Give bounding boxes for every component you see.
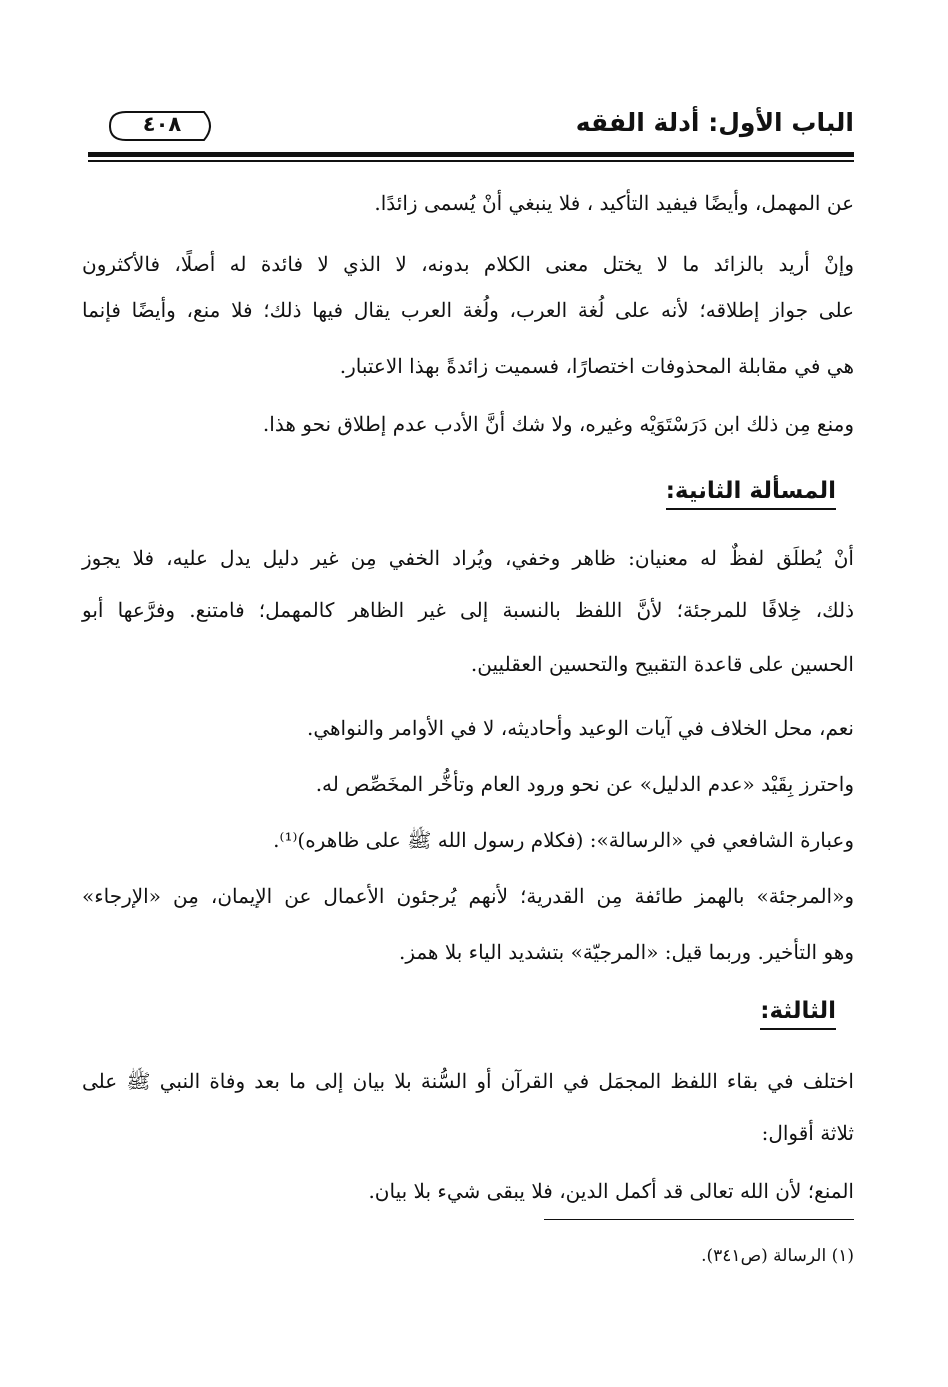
footnote-separator — [544, 1219, 854, 1220]
section-heading-2 — [666, 478, 836, 504]
text-line: عن المهمل، وأيضًا فيفيد التأكيد ، فلا ينبغي أنْ يُسمى زائدًا. — [374, 191, 854, 215]
header-rule-thin — [88, 160, 854, 162]
text-line: ذلك، خِلافًا للمرجئة؛ لأنَّ اللفظ بالنسبة إلى غير الظاهر كالمهمل؛ فامتنع. وفرَّعها أبو — [82, 598, 854, 622]
section-heading-3 — [760, 998, 836, 1024]
heading-underline — [666, 508, 836, 510]
text-line: هي في مقابلة المحذوفات اختصارًا، فسميت زائدةً بهذا الاعتبار. — [339, 354, 854, 378]
text-line: و«المرجئة» بالهمز طائفة مِن القدرية؛ لأنهم يُرجئون الأعمال عن الإيمان، مِن «الإرجاء» — [82, 884, 854, 908]
page-number-badge — [108, 108, 216, 144]
text-line: على جواز إطلاقه؛ لأنه على لُغة العرب، ولُغة العرب يقال فيها ذلك؛ فلا منع، وأيضًا فإنما — [82, 298, 854, 322]
text-line: ثلاثة أقوال: — [761, 1121, 854, 1145]
text-line: وإنْ أريد بالزائد ما لا يختل معنى الكلام بدونه، لا الذي لا فائدة له أصلًا، فالأكثرون — [82, 252, 854, 276]
text-line: ومنع مِن ذلك ابن دَرَسْتَوَيْه وغيره، ولا شك أنَّ الأدب عدم إطلاق نحو هذا. — [262, 412, 854, 436]
text-line: نعم، محل الخلاف في آيات الوعيد وأحاديثه، لا في الأوامر والنواهي. — [306, 716, 854, 740]
text-line: واحترز بِقَيْد «عدم الدليل» عن نحو ورود العام وتأخُّر المخَصِّص له. — [315, 772, 854, 796]
page-header — [82, 100, 854, 152]
footnote-1: (١) الرسالة (ص٣٤١). — [701, 1246, 854, 1266]
text-line: وعبارة الشافعي في «الرسالة»: (فكلام رسول الله ﷺ على ظاهره)⁽¹⁾. — [273, 828, 854, 852]
section-heading-2-text: المسألة الثانية: — [665, 478, 836, 504]
running-title: الباب الأول: أدلة الفقه — [575, 108, 854, 137]
section-heading-3-text: الثالثة: — [760, 998, 836, 1024]
text-line: أنْ يُطلَق لفظٌ له معنيان: ظاهر وخفي، ويُراد الخفي مِن غير دليل يدل عليه، فلا يجوز — [82, 546, 854, 570]
heading-underline — [760, 1028, 836, 1030]
header-rule-thick — [88, 152, 854, 157]
text-line: اختلف في بقاء اللفظ المجمَل في القرآن أو السُّنة بلا بيان إلى ما بعد وفاة النبي ﷺ على — [82, 1069, 854, 1093]
text-line: الحسين على قاعدة التقبيح والتحسين العقليين. — [470, 652, 854, 676]
text-line: المنع؛ لأن الله تعالى قد أكمل الدين، فلا يبقى شيء بلا بيان. — [368, 1179, 854, 1203]
page-number: ٤٠٨ — [142, 112, 182, 136]
text-line: وهو التأخير. وربما قيل: «المرجيّة» بتشديد الياء بلا همز. — [398, 940, 854, 964]
